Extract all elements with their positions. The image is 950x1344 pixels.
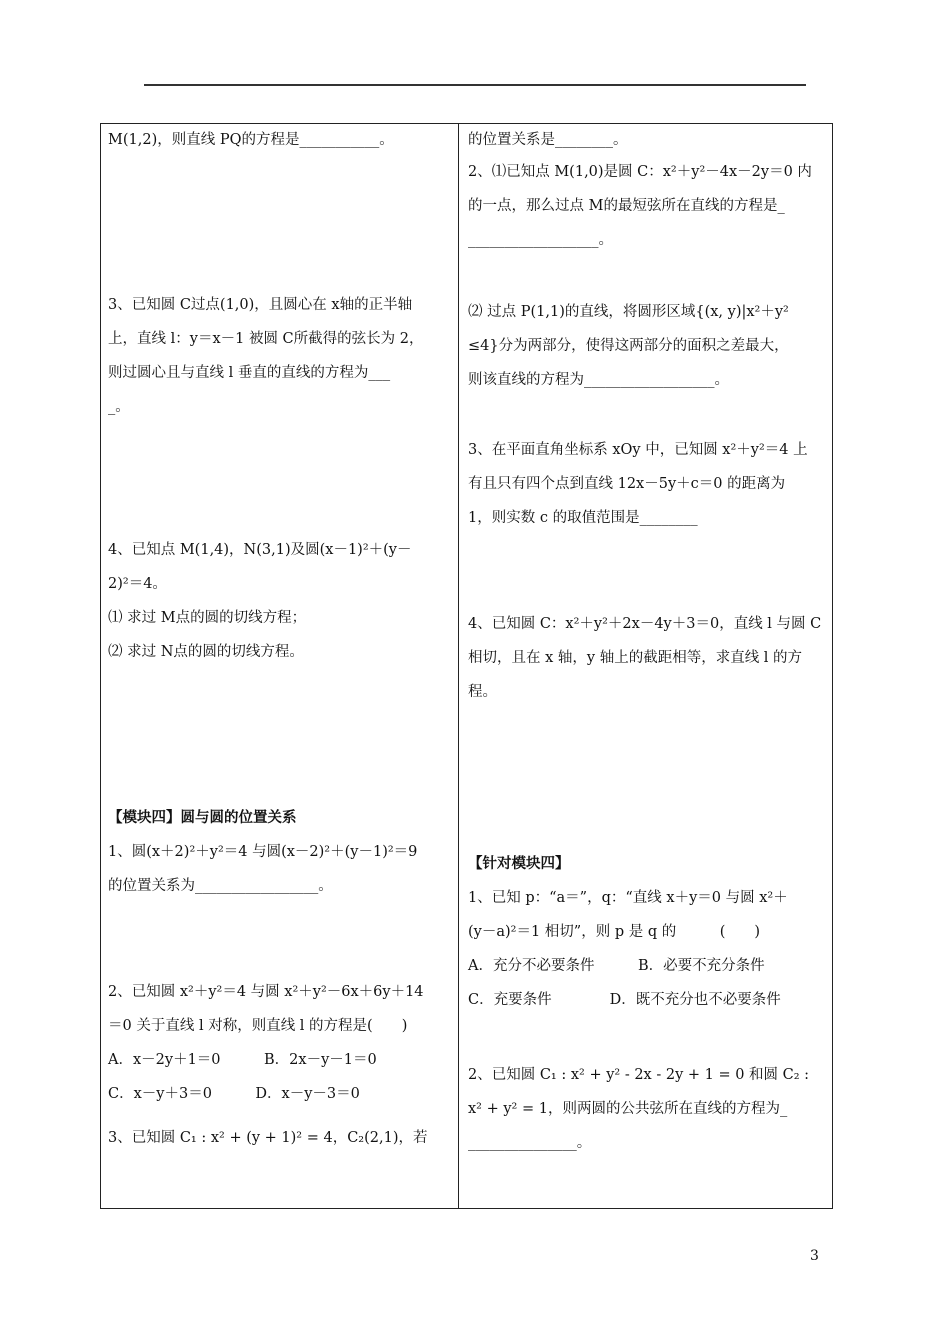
text-line: ＝0 关于直线 l 对称，则直线 l 的方程是( ) (108, 1018, 408, 1034)
module-title: 【针对模块四】 (468, 855, 570, 872)
text-line: 4、已知圆 C：x²＋y²＋2x－4y＋3＝0，直线 l 与圆 C (468, 616, 822, 632)
right-question-3 (468, 433, 828, 535)
header-rule (144, 84, 806, 86)
text-line: (y－a)²＝1 相切”，则 p 是 q 的 ( ) (468, 924, 761, 940)
text-line: 3、已知圆 C₁ : x² + (y + 1)² = 4，C₂(2,1)，若 (108, 1130, 428, 1146)
choice-line: C．x－y＋3＝0 D．x－y－3＝0 (108, 1086, 360, 1102)
text-line: 的一点，那么过点 M的最短弦所在直线的方程是_ (468, 198, 785, 214)
text-line: 2、已知圆 C₁ : x² + y² - 2x - 2y + 1 = 0 和圆 C₂ : (468, 1067, 810, 1083)
text-line: ≤4}分为两部分，使得这两部分的面积之差最大， (468, 338, 789, 354)
right-question-4 (468, 607, 828, 709)
text-line: 3、已知圆 C过点(1,0)，且圆心在 x轴的正半轴 (108, 297, 413, 313)
text-line: 则该直线的方程为__________________。 (468, 372, 729, 388)
text-line: 上，直线 l：y＝x－1 被圆 C所截得的弦长为 2， (108, 331, 424, 347)
text-line: 的位置关系为_________________。 (108, 878, 333, 894)
text-line: 1、已知 p：“a＝”，q：“直线 x＋y＝0 与圆 x²＋ (468, 890, 788, 906)
text-line: x² + y² = 1，则两圆的公共弦所在直线的方程为_ (468, 1101, 788, 1117)
text-line: 的位置关系是________。 (468, 132, 628, 148)
text-line: _。 (108, 399, 130, 415)
question-4 (108, 533, 448, 669)
text-line: 2、已知圆 x²＋y²＝4 与圆 x²＋y²－6x＋6y＋14 (108, 984, 424, 1000)
left-column (108, 123, 448, 1209)
text-line: 相切，且在 x 轴，y 轴上的截距相等，求直线 l 的方 (468, 650, 803, 666)
text-line: __________________。 (468, 232, 613, 248)
text-line: ⑵ 过点 P(1,1)的直线，将圆形区域{(x, y)|x²＋y² (468, 304, 789, 320)
text-line: 则过圆心且与直线 l 垂直的直线的方程为___ (108, 365, 391, 381)
targeted-module-four (468, 847, 828, 1017)
module-four-section (108, 801, 448, 903)
module-question-2 (108, 975, 448, 1111)
text-line: ⑴ 求过 M点的圆的切线方程； (108, 610, 307, 626)
right-question-2 (468, 155, 828, 257)
text-line: 2)²＝4。 (108, 576, 167, 592)
choice-line: A．充分不必要条件 B．必要不充分条件 (468, 958, 765, 974)
text-line: 4、已知点 M(1,4)，N(3,1)及圆(x－1)²＋(y－ (108, 542, 412, 558)
right-question-2b (468, 295, 828, 397)
text-line: 程。 (468, 684, 497, 700)
text-line: M(1,2)，则直线 PQ的方程是___________。 (108, 132, 394, 148)
column-divider (458, 123, 459, 1209)
text-line: 3、在平面直角坐标系 xOy 中，已知圆 x²＋y²＝4 上 (468, 442, 808, 458)
choice-line: C．充要条件 D．既不充分也不必要条件 (468, 992, 781, 1008)
page-number: 3 (810, 1248, 819, 1264)
module-question-3 (108, 1121, 448, 1155)
targeted-question-2 (468, 1058, 828, 1160)
text-line: 1，则实数 c 的取值范围是________ (468, 510, 698, 526)
question-pq-line (108, 123, 448, 157)
text-line: 有且只有四个点到直线 12x－5y＋c＝0 的距离为 (468, 476, 786, 492)
text-line: _______________。 (468, 1135, 592, 1151)
right-column (468, 123, 828, 1209)
text-line: 1、圆(x＋2)²＋y²＝4 与圆(x－2)²＋(y－1)²＝9 (108, 844, 418, 860)
question-3 (108, 288, 448, 424)
text-line: 2、⑴已知点 M(1,0)是圆 C：x²＋y²－4x－2y＝0 内 (468, 164, 812, 180)
choice-line: A．x－2y＋1＝0 B．2x－y－1＝0 (108, 1052, 377, 1068)
text-line: ⑵ 求过 N点的圆的切线方程。 (108, 644, 304, 660)
position-relation-line (468, 123, 828, 157)
module-title: 【模块四】圆与圆的位置关系 (108, 809, 297, 826)
